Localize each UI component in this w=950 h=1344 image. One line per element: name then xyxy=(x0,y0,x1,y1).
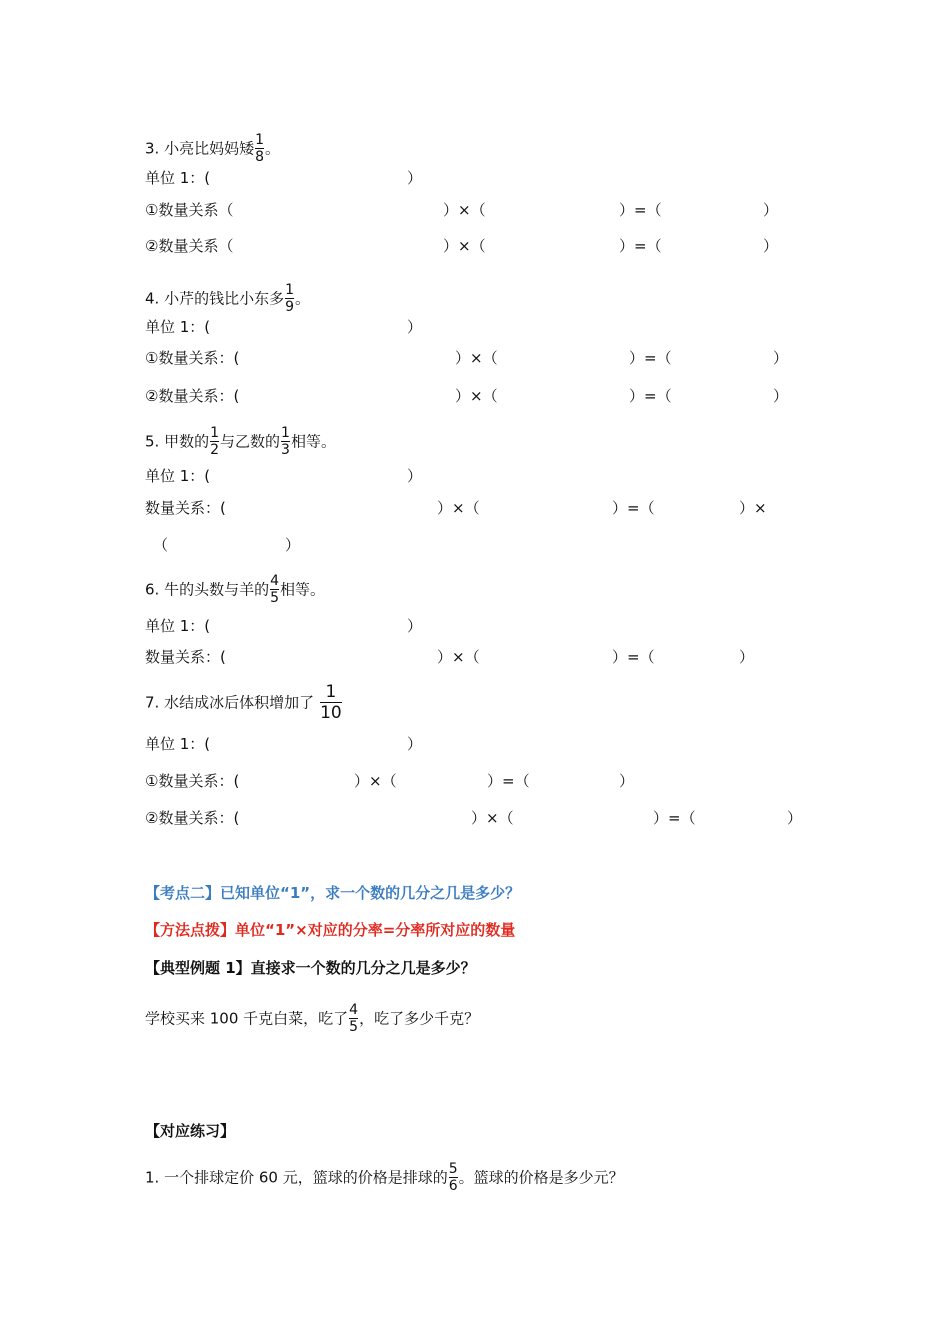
example-fraction xyxy=(349,1003,358,1035)
close-paren: ） xyxy=(763,237,779,255)
example-text-pre: 学校买来 100 千克白菜，吃了 xyxy=(145,1009,349,1028)
equals-sign: ）=（ xyxy=(612,648,655,666)
close-paren: ） xyxy=(407,735,423,753)
open-paren: （ xyxy=(153,536,169,554)
practice-q1-pre: 1. 一个排球定价 60 元，篮球的价格是排球的 xyxy=(145,1168,448,1187)
equals-sign: ）=（ xyxy=(612,499,655,517)
fraction-denominator: 5 xyxy=(270,590,280,606)
q6-fraction xyxy=(270,574,279,606)
times-sign: ）×（ xyxy=(443,201,486,219)
times-sign: ）×（ xyxy=(437,648,480,666)
example-heading: 【典型例题 1】直接求一个数的几分之几是多少？ xyxy=(145,959,476,977)
relation-label: ①数量关系：( xyxy=(145,772,240,790)
times-sign: ）×（ xyxy=(471,809,514,827)
fraction-denominator: 9 xyxy=(285,299,295,315)
q3-title-end: 。 xyxy=(265,139,281,158)
fraction-numerator: 5 xyxy=(448,1161,458,1177)
q6-title xyxy=(145,574,325,606)
equals-sign: ）=（ xyxy=(619,201,662,219)
example-text xyxy=(145,1003,479,1035)
q3-title xyxy=(145,133,280,165)
q7-fraction xyxy=(320,683,342,723)
close-paren: ） xyxy=(763,201,779,219)
unit-label: 单位 1：( xyxy=(145,318,211,336)
q3-title-text: 3. 小亮比妈妈矮 xyxy=(145,139,255,158)
equals-sign: ）=（ xyxy=(653,809,696,827)
times-sign: ）×（ xyxy=(455,387,498,405)
times-sign: ）×（ xyxy=(443,237,486,255)
fraction-denominator: 8 xyxy=(255,149,265,165)
close-paren: ） xyxy=(619,772,635,790)
relation-label: ①数量关系：( xyxy=(145,349,240,367)
times-sign: ）×（ xyxy=(455,349,498,367)
q7-title xyxy=(145,683,343,723)
q4-title-end: 。 xyxy=(295,289,311,308)
fraction-numerator: 1 xyxy=(210,425,220,441)
q5-title xyxy=(145,426,336,458)
equals-sign: ）=（ xyxy=(487,772,530,790)
q3-fraction xyxy=(255,133,264,165)
unit-label: 单位 1：( xyxy=(145,735,211,753)
example-text-post: ，吃了多少千克？ xyxy=(359,1009,480,1028)
fraction-denominator: 10 xyxy=(320,703,342,723)
times-sign: ）×（ xyxy=(437,499,480,517)
practice-heading: 【对应练习】 xyxy=(145,1122,236,1140)
close-paren: ） xyxy=(739,648,755,666)
fraction-denominator: 5 xyxy=(349,1019,359,1035)
close-paren: ） xyxy=(773,387,789,405)
practice-q1 xyxy=(145,1162,624,1194)
times-sign-end: ）× xyxy=(739,499,767,517)
equals-sign: ）=（ xyxy=(619,237,662,255)
close-paren: ） xyxy=(285,536,301,554)
q5-title-end: 相等。 xyxy=(290,432,336,451)
close-paren: ） xyxy=(407,318,423,336)
kaodian-heading: 【考点二】已知单位“1”，求一个数的几分之几是多少？ xyxy=(145,884,521,902)
equals-sign: ）=（ xyxy=(629,387,672,405)
q4-fraction xyxy=(285,283,294,315)
q6-title-text: 6. 牛的头数与羊的 xyxy=(145,580,270,599)
fraction-denominator: 2 xyxy=(210,442,220,458)
q4-title xyxy=(145,283,310,315)
relation-label: 数量关系：( xyxy=(145,648,226,666)
fraction-numerator: 1 xyxy=(281,425,290,441)
fraction-numerator: 1 xyxy=(255,132,265,148)
close-paren: ） xyxy=(407,467,423,485)
relation-label: ②数量关系：( xyxy=(145,809,240,827)
fraction-numerator: 1 xyxy=(325,682,337,702)
practice-fraction xyxy=(449,1162,458,1194)
q5-fraction-2 xyxy=(281,426,290,458)
q4-title-text: 4. 小芹的钱比小东多 xyxy=(145,289,285,308)
q5-title-mid: 与乙数的 xyxy=(220,432,281,451)
relation-label: ②数量关系：( xyxy=(145,387,240,405)
method-heading: 【方法点拨】单位“1”×对应的分率=分率所对应的数量 xyxy=(145,921,516,939)
relation-label: ②数量关系（ xyxy=(145,237,234,255)
equals-sign: ）=（ xyxy=(629,349,672,367)
times-sign: ）×（ xyxy=(354,772,397,790)
unit-label: 单位 1：( xyxy=(145,617,211,635)
fraction-denominator: 6 xyxy=(448,1178,458,1194)
close-paren: ） xyxy=(407,169,423,187)
fraction-numerator: 1 xyxy=(285,282,295,298)
close-paren: ） xyxy=(787,809,803,827)
fraction-denominator: 3 xyxy=(281,442,290,458)
unit-label: 单位 1：( xyxy=(145,169,211,187)
fraction-numerator: 4 xyxy=(270,573,280,589)
q7-title-text: 7. 水结成冰后体积增加了 xyxy=(145,693,315,712)
relation-label: ①数量关系（ xyxy=(145,201,234,219)
q5-fraction-1 xyxy=(210,426,219,458)
q6-title-end: 相等。 xyxy=(280,580,326,599)
practice-q1-post: 。篮球的价格是多少元？ xyxy=(458,1168,624,1187)
close-paren: ） xyxy=(407,617,423,635)
close-paren: ） xyxy=(773,349,789,367)
q5-title-text: 5. 甲数的 xyxy=(145,432,210,451)
fraction-numerator: 4 xyxy=(349,1002,359,1018)
relation-label: 数量关系：( xyxy=(145,499,226,517)
unit-label: 单位 1：( xyxy=(145,467,211,485)
